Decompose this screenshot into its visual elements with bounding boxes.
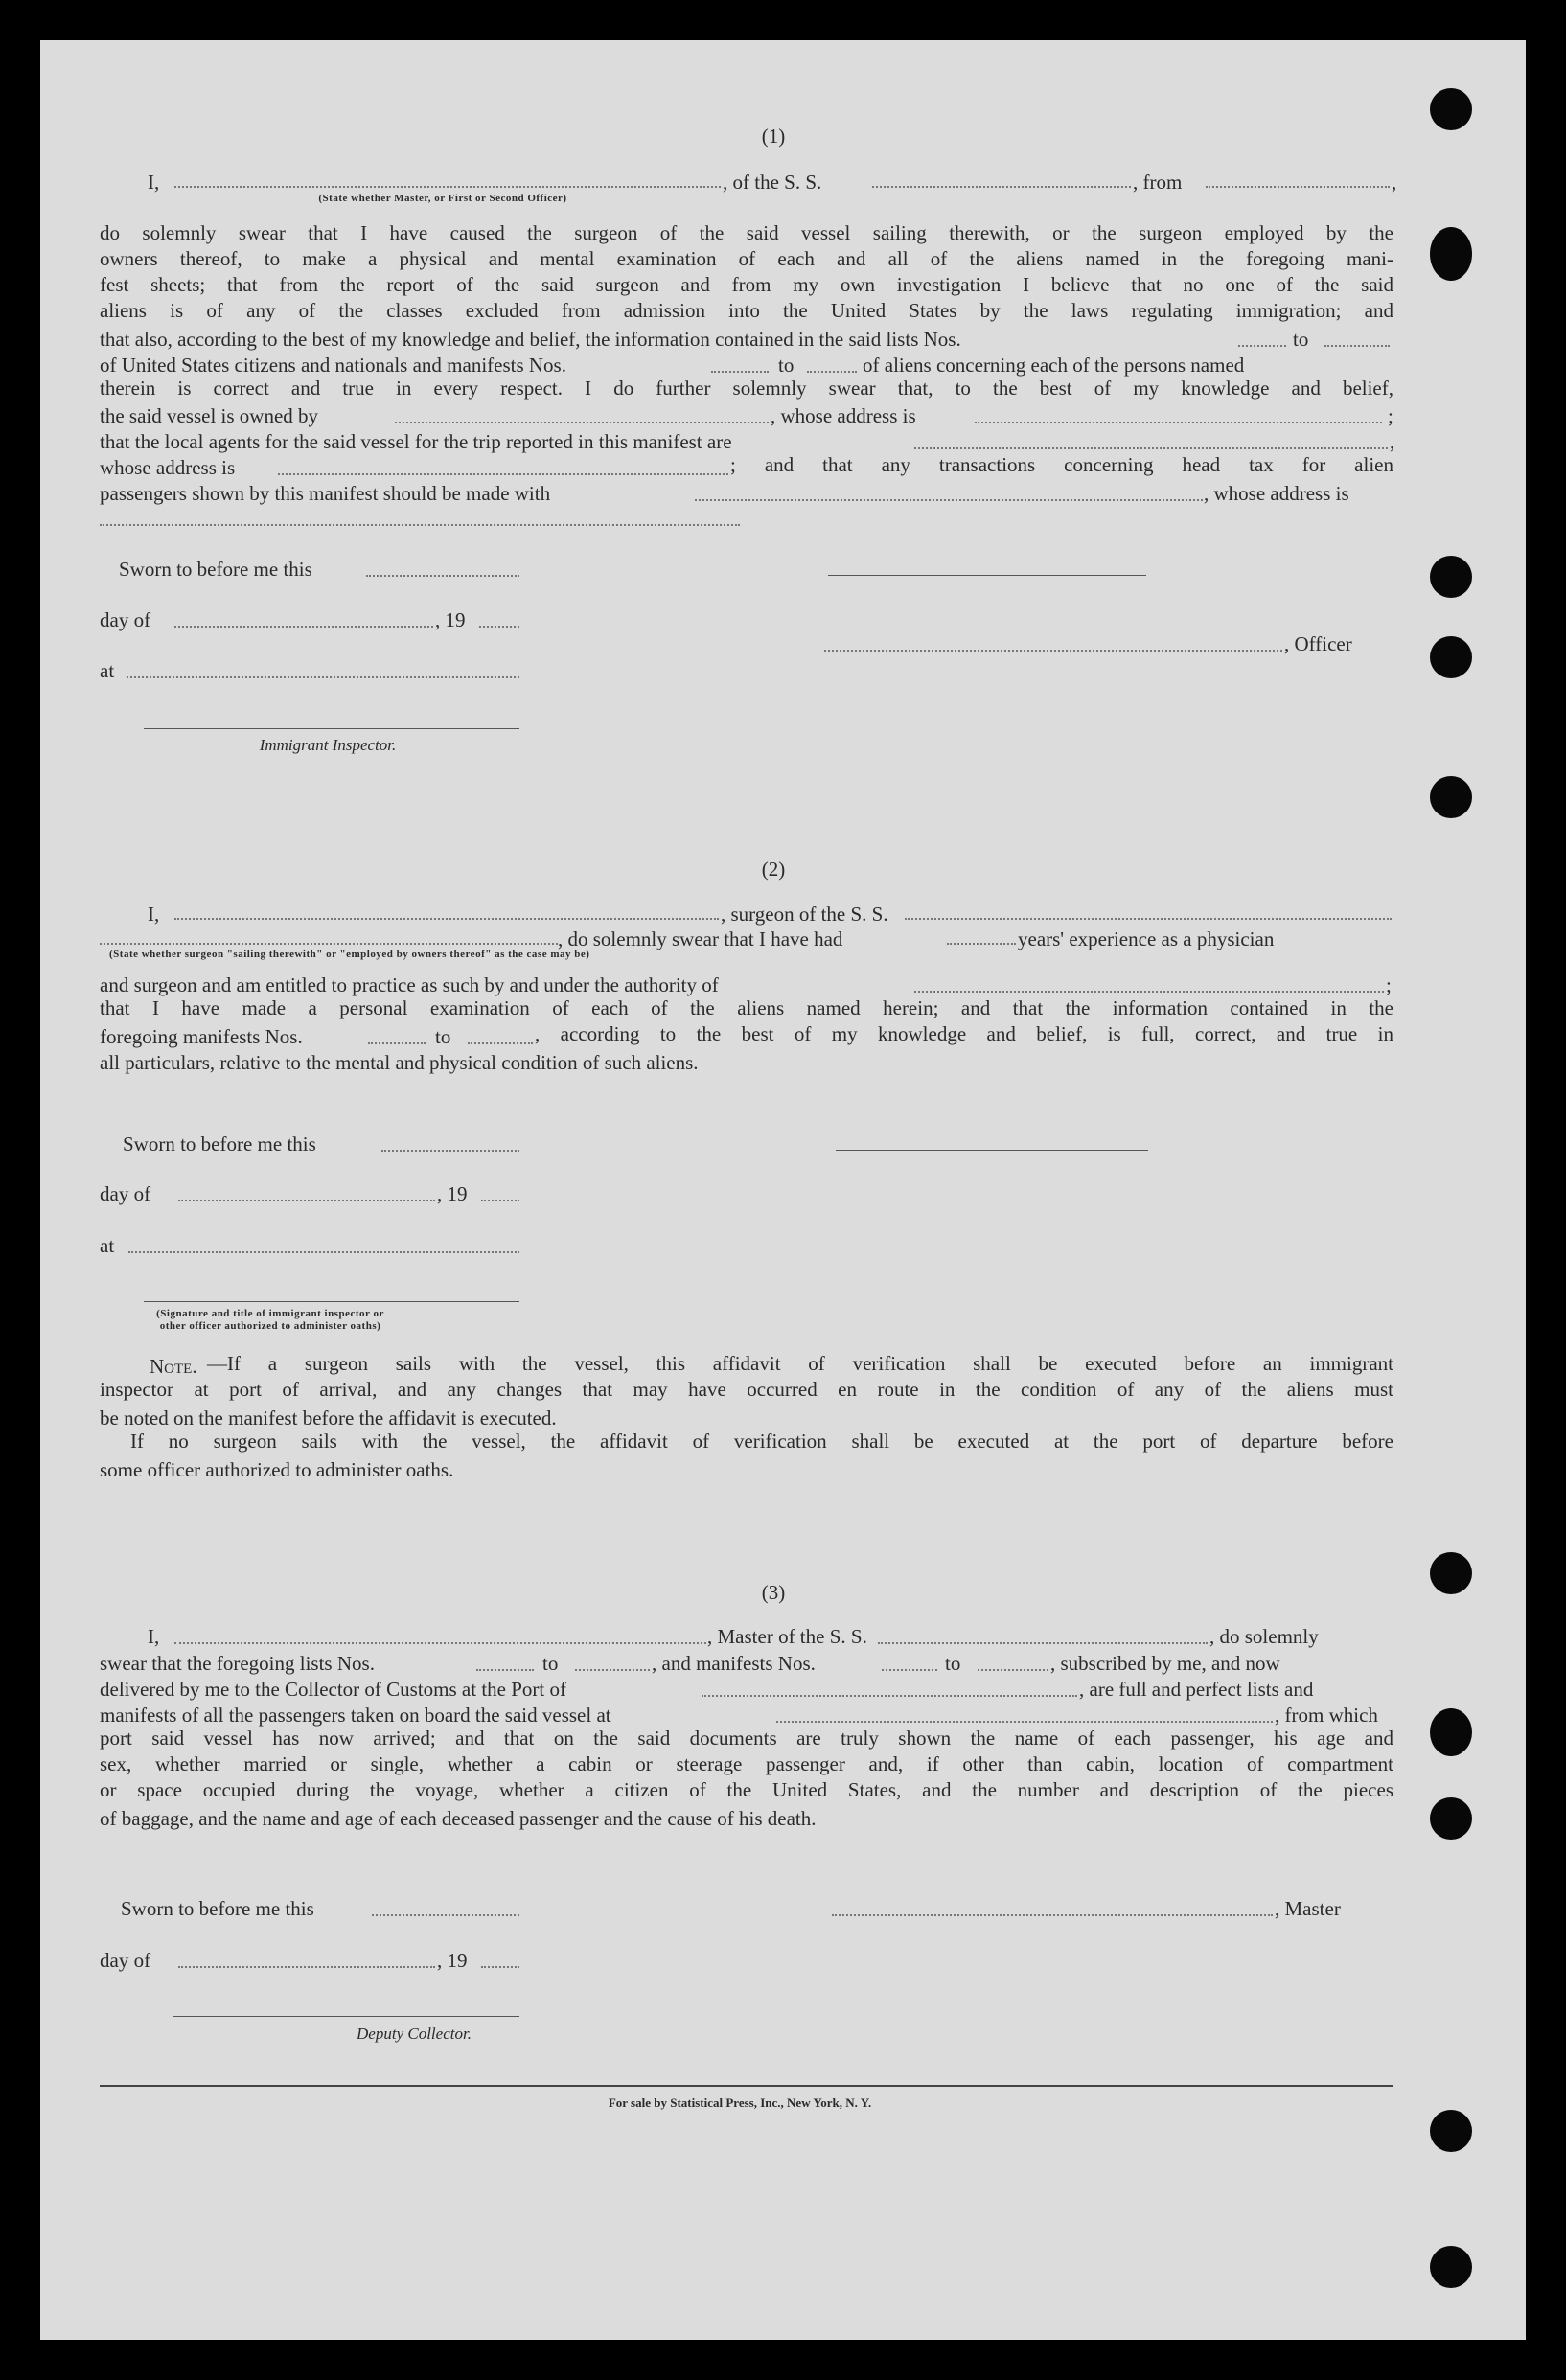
punch-hole: [1430, 1797, 1472, 1840]
section-2-i-label: I,: [148, 903, 160, 926]
footer-divider: [100, 2085, 1393, 2087]
section-1-line-9: that the local agents for the said vessel for the trip reported in this manifest are: [100, 430, 732, 453]
footer-imprint: For sale by Statistical Press, Inc., New York, N. Y.: [608, 2095, 872, 2110]
officer-hint: (State whether Master, or First or Second Officer): [318, 193, 567, 204]
punch-hole: [1430, 556, 1472, 598]
surgeon-signature-line[interactable]: [836, 1150, 1148, 1151]
section-3-i-label: I,: [148, 1625, 160, 1648]
day-of-blank[interactable]: [174, 626, 433, 628]
to-label: to: [778, 354, 795, 377]
section-1-line-8: the said vessel is owned by: [100, 404, 319, 427]
year-label: , 19: [437, 1949, 468, 1972]
section-3-line-4: of baggage, and the name and age of each deceased passenger and the cause of his death.: [100, 1807, 817, 1830]
years-experience-label: years' experience as a physician: [1018, 927, 1275, 950]
local-agents-blank[interactable]: [914, 447, 1388, 449]
sworn-day-blank[interactable]: [366, 575, 519, 577]
section-1-line-5: that also, according to the best of my knowledge and belief, the information contained in the said lists Nos.: [100, 328, 961, 351]
punch-hole: [1430, 776, 1472, 818]
punch-hole: [1430, 227, 1472, 281]
sworn-day-blank[interactable]: [381, 1150, 519, 1152]
owner-blank[interactable]: [395, 422, 769, 423]
day-of-label: day of: [100, 608, 151, 631]
note-line-1: —If a surgeon sails with the vessel, this affidavit of verification shall be executed before an immigrant: [207, 1352, 1393, 1375]
section-1-line-2: owners thereof, to make a physical and mental examination of each and all of the aliens named in the foregoing mani-: [100, 247, 1393, 270]
signature-line[interactable]: [828, 575, 1146, 576]
inspector-signature-line[interactable]: [144, 728, 519, 729]
section-1-line-11: passengers shown by this manifest should be made with: [100, 482, 551, 505]
manifests-from-blank[interactable]: [711, 371, 769, 373]
section-1-line-4: aliens is of any of the classes excluded from admission into the United States by the laws regulating immigration; and: [100, 299, 1393, 322]
lists-to-blank[interactable]: [575, 1669, 650, 1671]
subscribed-label: , subscribed by me, and now: [1050, 1652, 1280, 1675]
swear-lists-label: swear that the foregoing lists Nos.: [100, 1652, 375, 1675]
at-blank[interactable]: [128, 1251, 519, 1253]
master-name-blank[interactable]: [174, 186, 721, 188]
authority-line: and surgeon and am entitled to practice as such by and under the authority of: [100, 973, 719, 996]
and-manifests-label: , and manifests Nos.: [652, 1652, 816, 1675]
to-label: to: [945, 1652, 961, 1675]
section-2-number: (2): [761, 858, 786, 881]
at-blank[interactable]: [127, 676, 519, 678]
year-label: , 19: [435, 608, 466, 631]
punch-hole: [1430, 636, 1472, 678]
according-text: , according to the best of my knowledge and belief, is full, correct, and true in: [535, 1022, 1393, 1045]
year-blank[interactable]: [479, 626, 519, 628]
manifest-affidavit-page: [40, 40, 1526, 2340]
full-lists-label: , are full and perfect lists and: [1079, 1678, 1314, 1701]
comma: ,: [1390, 430, 1395, 453]
year-label: , 19: [437, 1182, 468, 1205]
head-tax-address-blank[interactable]: [100, 524, 740, 526]
punch-hole: [1430, 1552, 1472, 1594]
boarding-port-blank[interactable]: [776, 1721, 1273, 1723]
section-3-line-2: sex, whether married or single, whether a cabin or steerage passenger and, if other than cabin, location of compartment: [100, 1752, 1393, 1775]
manifests-all-label: manifests of all the passengers taken on board the said vessel at: [100, 1704, 611, 1727]
to-label: to: [435, 1025, 451, 1048]
manifests-to-blank[interactable]: [468, 1042, 533, 1044]
deputy-collector-label: Deputy Collector.: [357, 2025, 472, 2043]
whose-address-label: , whose address is: [771, 404, 916, 427]
lists-from-blank[interactable]: [1238, 345, 1286, 347]
agents-address-blank[interactable]: [278, 473, 728, 475]
officer-label: , Officer: [1284, 632, 1352, 655]
swear-had-label: , do solemnly swear that I have had: [558, 927, 843, 950]
punch-hole: [1430, 1708, 1472, 1756]
to-label: to: [542, 1652, 559, 1675]
officer-blank[interactable]: [824, 650, 1282, 652]
deputy-signature-line[interactable]: [173, 2016, 519, 2017]
section-3-number: (3): [761, 1581, 786, 1604]
from-which-label: , from which: [1275, 1704, 1378, 1727]
sworn-label: Sworn to before me this: [123, 1133, 316, 1156]
manifests-to-blank[interactable]: [807, 371, 857, 373]
from-label: , from: [1133, 171, 1183, 194]
examination-line: that I have made a personal examination of each of the aliens named herein; and that the information contained in the: [100, 996, 1393, 1019]
of-the-ss-label: , of the S. S.: [723, 171, 822, 194]
day-of-label: day of: [100, 1182, 151, 1205]
surgeon-vessel-blank[interactable]: [905, 918, 1392, 920]
section-1-line-10: whose address is: [100, 456, 236, 479]
section-3-line-3: or space occupied during the voyage, whether a citizen of the United States, and the number and description of the pieces: [100, 1778, 1393, 1801]
delivered-label: delivered by me to the Collector of Customs at the Port of: [100, 1678, 566, 1701]
section-1-line-7: therein is correct and true in every respect. I do further solemnly swear that, to the best of my knowledge and belief,: [100, 377, 1393, 400]
port-blank[interactable]: [702, 1695, 1077, 1697]
manifests-from-blank[interactable]: [882, 1669, 937, 1671]
surgeon-type-blank[interactable]: [100, 943, 558, 945]
punch-hole: [1430, 2246, 1472, 2288]
sworn-label: Sworn to before me this: [121, 1897, 314, 1920]
of-aliens-text: of aliens concerning each of the persons named: [863, 354, 1245, 377]
do-solemnly-label: , do solemnly: [1209, 1625, 1319, 1648]
master-label: , Master: [1275, 1897, 1341, 1920]
year-blank[interactable]: [481, 1200, 519, 1201]
surgeon-hint: (State whether surgeon "sailing therewith" or "employed by owners thereof" as the case may be): [109, 949, 590, 960]
whose-address-label: , whose address is: [1204, 482, 1349, 505]
particulars-line: all particulars, relative to the mental and physical condition of such aliens.: [100, 1051, 699, 1074]
owner-address-blank[interactable]: [975, 422, 1382, 423]
punch-hole: [1430, 88, 1472, 130]
lists-to-blank[interactable]: [1324, 345, 1390, 347]
note-line-2: inspector at port of arrival, and any changes that may have occurred en route in the condition of any of the aliens must: [100, 1378, 1393, 1401]
head-tax-text: ; and that any transactions concerning head tax for alien: [730, 453, 1393, 476]
punch-hole: [1430, 2110, 1472, 2152]
day-of-blank[interactable]: [178, 1966, 435, 1968]
inspector-label: Immigrant Inspector.: [259, 736, 397, 754]
manifests-line: foregoing manifests Nos.: [100, 1025, 303, 1048]
years-blank[interactable]: [947, 943, 1016, 945]
section-1-number: (1): [761, 125, 786, 148]
at-label: at: [100, 659, 115, 682]
section-1-line-6: of United States citizens and nationals and manifests Nos.: [100, 354, 566, 377]
year-blank[interactable]: [481, 1966, 519, 1968]
section-3-line-1: port said vessel has now arrived; and that on the said documents are truly shown the name of each passenger, his age and: [100, 1727, 1393, 1750]
master-signature-blank[interactable]: [832, 1914, 1273, 1916]
lists-from-blank[interactable]: [476, 1669, 534, 1671]
note2-line-2: some officer authorized to administer oaths.: [100, 1458, 454, 1481]
note-line-3: be noted on the manifest before the affidavit is executed.: [100, 1407, 557, 1430]
day-of-label: day of: [100, 1949, 151, 1972]
manifests-from-blank[interactable]: [368, 1042, 426, 1044]
signature-hint-1: (Signature and title of immigrant inspector or: [156, 1308, 384, 1319]
sworn-label: Sworn to before me this: [119, 558, 312, 581]
comma: ,: [1392, 171, 1397, 194]
signature-hint-2: other officer authorized to administer oaths): [159, 1320, 381, 1332]
authority-blank[interactable]: [914, 991, 1384, 993]
master-name-blank[interactable]: [174, 1642, 706, 1644]
head-tax-party-blank[interactable]: [695, 499, 1203, 501]
officer-signature-line[interactable]: [144, 1301, 519, 1302]
from-port-blank[interactable]: [1206, 186, 1390, 188]
note2-line-1: If no surgeon sails with the vessel, the affidavit of verification shall be executed at the port of departure before: [130, 1430, 1393, 1453]
surgeon-name-blank[interactable]: [174, 918, 719, 920]
at-label: at: [100, 1234, 115, 1257]
manifests-to-blank[interactable]: [978, 1669, 1048, 1671]
section-1-i-label: I,: [148, 171, 160, 194]
sworn-day-blank[interactable]: [372, 1914, 519, 1916]
section-1-line-3: fest sheets; that from the report of the said surgeon and from my own investigation I believe that no one of the said: [100, 273, 1393, 296]
semicolon: ;: [1388, 404, 1393, 427]
to-label: to: [1293, 328, 1309, 351]
surgeon-of-label: , surgeon of the S. S.: [721, 903, 888, 926]
master-of-label: , Master of the S. S.: [707, 1625, 867, 1648]
vessel-name-blank[interactable]: [878, 1642, 1208, 1644]
day-of-blank[interactable]: [178, 1200, 435, 1201]
vessel-name-blank[interactable]: [872, 186, 1131, 188]
note-label: Note.: [150, 1355, 197, 1378]
semicolon: ;: [1386, 973, 1392, 996]
section-1-line-1: do solemnly swear that I have caused the surgeon of the said vessel sailing therewith, or the surgeon employed by the: [100, 221, 1393, 244]
